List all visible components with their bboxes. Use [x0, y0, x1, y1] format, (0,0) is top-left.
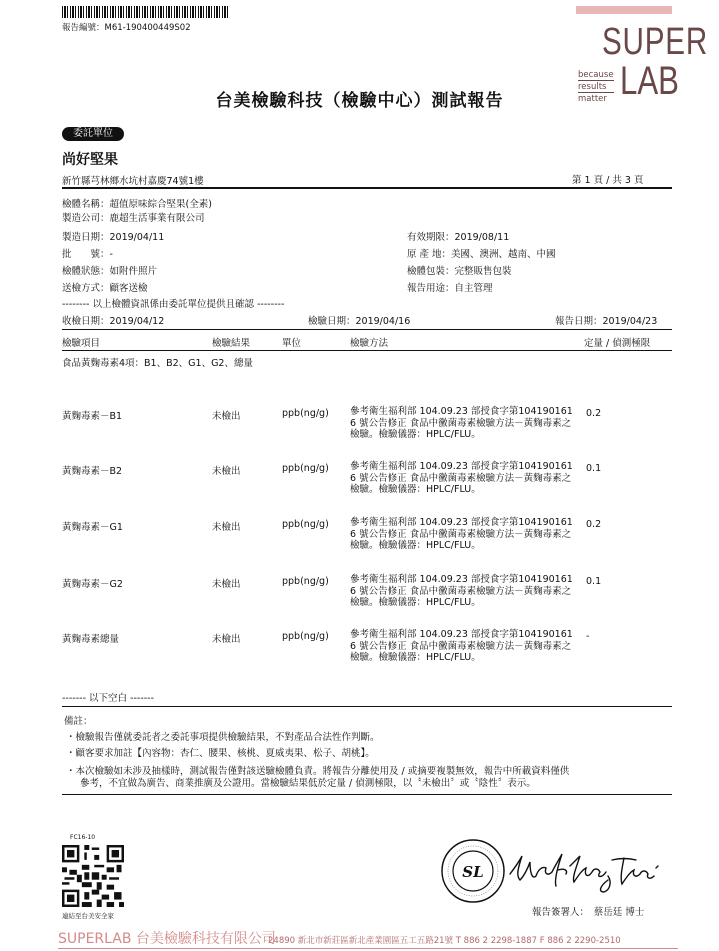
- logo-lab: LAB: [620, 59, 679, 103]
- logo-bar: [576, 6, 672, 14]
- row-result: 未檢出: [212, 634, 241, 645]
- expiry-date: 有效期限：2019/08/11: [407, 232, 510, 243]
- row-loq: 0.1: [586, 576, 602, 587]
- row-item: 黃麴毒素－B1: [62, 411, 123, 422]
- test-group: 食品黃麴毒素4項：B1、B2、G1、G2、總量: [62, 358, 253, 369]
- client-name: 尚好堅果: [62, 152, 118, 168]
- row-method: 參考衛生福利部 104.09.23 部授食字第1041901616 號公告修正 食品中黴菌毒素檢驗方法－黃麴毒素之檢驗。檢驗儀器：HPLC/FLU。: [350, 406, 573, 440]
- row-item: 黃麴毒素－G1: [62, 522, 123, 533]
- svg-text:SL: SL: [462, 863, 484, 881]
- row-unit: ppb(ng/g): [282, 408, 329, 419]
- report-signer: 報告簽署人： 蔡岳廷 博士: [532, 907, 645, 918]
- col-header-result: 檢驗結果: [212, 338, 251, 349]
- divider: [62, 187, 672, 189]
- delivery-method: 送檢方式：顧客送檢: [62, 283, 148, 294]
- row-loq: 0.2: [586, 519, 602, 530]
- test-date: 檢驗日期：2019/04/16: [308, 316, 411, 327]
- row-item: 黃麴毒素－G2: [62, 579, 123, 590]
- logo-tagline: because results matter: [578, 70, 614, 104]
- barcode: [62, 6, 230, 18]
- sample-name: 檢體名稱：超值原味綜合堅果(全素): [62, 199, 212, 210]
- origin: 原 產 地：美國、澳洲、越南、中國: [407, 249, 556, 260]
- footer-line: [58, 948, 678, 949]
- divider: [62, 350, 672, 351]
- report-purpose: 報告用途：自主管理: [407, 283, 493, 294]
- batch-number: 批 號：-: [62, 249, 113, 260]
- row-method: 參考衛生福利部 104.09.23 部授食字第1041901616 號公告修正 食品中黴菌毒素檢驗方法－黃麴毒素之檢驗。檢驗儀器：HPLC/FLU。: [350, 574, 573, 608]
- row-result: 未檢出: [212, 411, 241, 422]
- row-unit: ppb(ng/g): [282, 631, 329, 642]
- note-line: ・顧客要求加註【內容物：杏仁、腰果、核桃、夏威夷果、松子、胡桃】。: [66, 748, 375, 759]
- row-item: 黃麴毒素總量: [62, 634, 120, 645]
- row-loq: 0.1: [586, 463, 602, 474]
- company-seal-icon: [440, 838, 506, 904]
- qr-code-id: FC16-10: [70, 834, 96, 841]
- row-result: 未檢出: [212, 579, 241, 590]
- divider: [62, 329, 672, 330]
- col-header-unit: 單位: [282, 338, 302, 349]
- note-line: ・本次檢驗如未涉及抽樣時，測試報告僅對該送驗檢體負責。將報告分離使用及 / 或摘要複製無效，報告中所載資料僅供: [66, 766, 570, 777]
- signature-icon: [508, 846, 668, 896]
- row-result: 未檢出: [212, 522, 241, 533]
- mfg-date: 製造日期：2019/04/11: [62, 232, 165, 243]
- client-address: 新竹縣芎林鄉水坑村嘉慶74號1樓: [62, 176, 204, 187]
- report-title: 台美檢驗科技（檢驗中心）測試報告: [215, 91, 504, 111]
- note-line: 參考，不宜做為廣告、商業推廣及公證用。當檢驗結果低於定量 / 偵測極限，以〝未檢出〞或〝陰性〞表示。: [80, 778, 536, 789]
- received-date: 收檢日期：2019/04/12: [62, 316, 165, 327]
- col-header-method: 檢驗方法: [350, 338, 389, 349]
- row-loq: 0.2: [586, 408, 602, 419]
- client-badge: 委託單位: [62, 127, 124, 141]
- report-number: 報告編號：M61-190400449S02: [62, 23, 191, 33]
- notes-label: 備註：: [64, 716, 93, 727]
- report-date: 報告日期：2019/04/23: [555, 316, 658, 327]
- end-of-table: ------- 以下空白 -------: [62, 693, 155, 704]
- qr-caption: 連結至台美安全家: [62, 912, 114, 920]
- qr-code-icon[interactable]: [62, 845, 124, 907]
- row-unit: ppb(ng/g): [282, 519, 329, 530]
- row-method: 參考衛生福利部 104.09.23 部授食字第1041901616 號公告修正 食品中黴菌毒素檢驗方法－黃麴毒素之檢驗。檢驗儀器：HPLC/FLU。: [350, 629, 573, 663]
- row-method: 參考衛生福利部 104.09.23 部授食字第1041901616 號公告修正 食品中黴菌毒素檢驗方法－黃麴毒素之檢驗。檢驗儀器：HPLC/FLU。: [350, 461, 573, 495]
- col-header-loq: 定量 / 偵測極限: [584, 338, 651, 349]
- divider: [62, 794, 672, 795]
- logo-super: SUPER: [602, 21, 709, 63]
- col-header-item: 檢驗項目: [62, 338, 101, 349]
- row-unit: ppb(ng/g): [282, 463, 329, 474]
- note-line: ・檢驗報告僅就委託者之委託事項提供檢驗結果，不對產品合法性作判斷。: [66, 732, 380, 743]
- manufacturer: 製造公司：鹿超生活事業有限公司: [62, 213, 205, 224]
- row-loq: -: [586, 631, 590, 642]
- row-method: 參考衛生福利部 104.09.23 部授食字第1041901616 號公告修正 食品中黴菌毒素檢驗方法－黃麴毒素之檢驗。檢驗儀器：HPLC/FLU。: [350, 517, 573, 551]
- row-unit: ppb(ng/g): [282, 576, 329, 587]
- footer-brand: SUPERLAB 台美檢驗科技有限公司: [58, 931, 276, 947]
- row-item: 黃麴毒素－B2: [62, 466, 123, 477]
- row-result: 未檢出: [212, 466, 241, 477]
- footer-address: 24890 新北市新莊區新北產業園區五工五路21號 T 886 2 2298-1887 F 886 2 2290-2510: [268, 936, 621, 946]
- page-indicator: 第 1 頁 / 共 3 頁: [572, 175, 644, 186]
- provided-note: -------- 以上檢體資訊係由委託單位提供且確認 --------: [62, 299, 285, 310]
- sample-condition: 檢體狀態：如附件照片: [62, 266, 158, 277]
- divider: [62, 706, 672, 707]
- sample-package: 檢體包裝：完整販售包裝: [407, 266, 512, 277]
